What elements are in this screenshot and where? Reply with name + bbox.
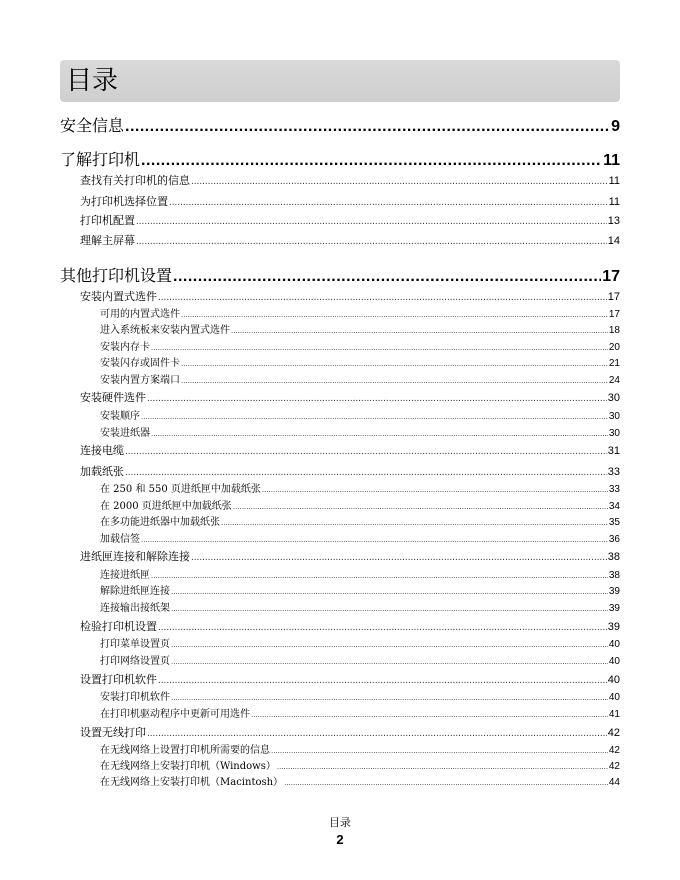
toc-entry-text: 安全信息 xyxy=(60,116,125,135)
toc-entry-page: 38 xyxy=(608,570,620,581)
dot-leader xyxy=(231,326,608,335)
toc-entry[interactable] xyxy=(100,705,620,718)
toc-entry[interactable] xyxy=(100,424,620,437)
dot-leader xyxy=(141,152,602,170)
toc-entry[interactable] xyxy=(80,618,620,632)
toc-entry[interactable] xyxy=(100,566,620,579)
toc-entry-text: 打印网络设置页 xyxy=(100,656,170,667)
toc-entry[interactable] xyxy=(80,442,620,456)
toc-entry-text: 在无线网络上设置打印机所需要的信息 xyxy=(100,745,270,756)
toc-entry-text: 设置打印机软件 xyxy=(80,673,157,686)
toc-entry-page: 40 xyxy=(608,639,620,650)
dot-leader xyxy=(171,657,608,666)
toc-entry[interactable] xyxy=(100,652,620,665)
toc-entry-text: 进入系统板来安装内置式选件 xyxy=(100,325,230,336)
toc-entry[interactable] xyxy=(100,635,620,648)
toc-entry-text: 加载纸张 xyxy=(80,465,124,478)
toc-entry-page: 21 xyxy=(608,358,620,369)
toc-entry-page: 17 xyxy=(607,291,620,303)
toc-entry-page: 17 xyxy=(602,268,620,285)
toc-entry-text: 安装闪存或固件卡 xyxy=(100,358,180,369)
toc-entry[interactable] xyxy=(100,338,620,351)
toc-entry[interactable] xyxy=(100,741,620,754)
toc-entry-text: 设置无线打印 xyxy=(80,726,146,739)
toc-entry-text: 解除进纸匣连接 xyxy=(100,586,170,597)
dot-leader xyxy=(181,310,608,319)
dot-leader xyxy=(171,604,608,613)
footer-section-label: 目录 xyxy=(329,816,351,829)
toc-entry[interactable] xyxy=(100,305,620,318)
toc-entry-page: 44 xyxy=(608,777,620,788)
toc-entry-page: 11 xyxy=(603,152,620,169)
toc-entry-page: 20 xyxy=(608,342,620,353)
toc-entry[interactable] xyxy=(80,463,620,477)
dot-leader xyxy=(284,778,608,787)
toc-entry-page: 14 xyxy=(607,235,620,247)
toc-entry-text: 安装内存卡 xyxy=(100,342,150,353)
toc-entry[interactable] xyxy=(80,671,620,685)
dot-leader xyxy=(147,393,607,404)
dot-leader xyxy=(262,485,608,494)
dot-leader xyxy=(191,552,607,563)
toc-entry-text: 加载信签 xyxy=(100,534,140,545)
toc-entry-page: 39 xyxy=(607,621,620,633)
toc-entry[interactable] xyxy=(100,513,620,526)
toc-entry-page: 42 xyxy=(608,761,620,772)
toc-entry[interactable] xyxy=(100,497,620,510)
footer-page-number: 2 xyxy=(336,832,344,847)
dot-leader xyxy=(169,197,608,208)
dot-leader xyxy=(181,376,608,385)
dot-leader xyxy=(141,535,608,544)
dot-leader xyxy=(173,268,601,286)
toc-entry-page: 33 xyxy=(608,484,620,495)
toc-entry-text: 安装硬件选件 xyxy=(80,391,146,404)
toc-entry[interactable] xyxy=(100,354,620,367)
toc-entry[interactable] xyxy=(80,193,620,207)
dot-leader xyxy=(158,675,607,686)
dot-leader xyxy=(151,343,608,352)
dot-leader xyxy=(125,446,607,457)
toc-entry[interactable] xyxy=(80,232,620,246)
dot-leader xyxy=(158,622,607,633)
toc-entry-page: 36 xyxy=(608,534,620,545)
toc-entry[interactable] xyxy=(100,321,620,334)
toc-entry-page: 39 xyxy=(608,603,620,614)
toc-entry-page: 30 xyxy=(608,428,620,439)
toc-entry-text: 连接输出接纸架 xyxy=(100,603,170,614)
toc-entry[interactable] xyxy=(80,212,620,226)
toc-entry-text: 安装进纸器 xyxy=(100,428,150,439)
toc-entry-text: 打印菜单设置页 xyxy=(100,639,170,650)
toc-entry-page: 33 xyxy=(607,466,620,478)
toc-entry-text: 安装内置方案端口 xyxy=(100,375,180,386)
toc-entry-page: 42 xyxy=(607,727,620,739)
toc-entry-page: 9 xyxy=(611,118,620,135)
dot-leader xyxy=(171,693,608,702)
toc-entry-page: 31 xyxy=(607,445,620,457)
toc-entry-text: 在无线网络上安装打印机（Macintosh） xyxy=(100,777,284,788)
toc-entry[interactable] xyxy=(80,389,620,403)
dot-leader xyxy=(233,502,608,511)
dot-leader xyxy=(136,216,607,227)
toc-entry-text: 可用的内置式选件 xyxy=(100,309,180,320)
toc-entry[interactable] xyxy=(80,548,620,562)
toc-entry-text: 打印机配置 xyxy=(80,214,135,227)
toc-entry-page: 39 xyxy=(608,586,620,597)
toc-entry[interactable] xyxy=(80,724,620,738)
dot-leader xyxy=(191,176,608,187)
dot-leader xyxy=(171,640,608,649)
toc-entry[interactable] xyxy=(100,582,620,595)
toc-entry-text: 在打印机驱动程序中更新可用选件 xyxy=(100,709,250,720)
dot-leader xyxy=(251,710,608,719)
toc-title-bar xyxy=(60,60,620,102)
toc-entry-text: 在多功能进纸器中加载纸张 xyxy=(100,517,220,528)
toc-entry-text: 进纸匣连接和解除连接 xyxy=(80,550,190,563)
toc-entry-page: 40 xyxy=(608,692,620,703)
toc-entry-page: 13 xyxy=(607,215,620,227)
toc-entry-other-setup[interactable] xyxy=(60,263,620,283)
dot-leader xyxy=(158,292,607,303)
toc-entry[interactable] xyxy=(100,757,620,770)
dot-leader xyxy=(271,746,608,755)
toc-entry-text: 连接电缆 xyxy=(80,444,124,457)
toc-entry-page: 42 xyxy=(608,745,620,756)
dot-leader xyxy=(125,118,610,136)
toc-entry[interactable] xyxy=(80,172,620,186)
dot-leader xyxy=(125,467,607,478)
toc-entry[interactable] xyxy=(100,688,620,701)
toc-entry-text: 安装内置式选件 xyxy=(80,290,157,303)
dot-leader xyxy=(147,728,607,739)
toc-entry-safety[interactable] xyxy=(60,113,620,133)
dot-leader xyxy=(151,429,608,438)
toc-entry-text: 在 2000 页进纸匣中加载纸张 xyxy=(100,501,232,512)
toc-entry-text: 查找有关打印机的信息 xyxy=(80,174,190,187)
toc-entry-text: 为打印机选择位置 xyxy=(80,195,168,208)
dot-leader xyxy=(151,571,608,580)
toc-entry-text: 其他打印机设置 xyxy=(60,266,173,285)
toc-entry-page: 30 xyxy=(607,392,620,404)
toc-entry-page: 11 xyxy=(608,196,620,208)
toc-entry[interactable] xyxy=(100,407,620,420)
toc-entry-text: 连接进纸匣 xyxy=(100,570,150,581)
dot-leader xyxy=(171,587,608,596)
toc-entry-page: 40 xyxy=(607,674,620,686)
toc-entry-page: 17 xyxy=(608,309,620,320)
toc-entry-learn-printer[interactable] xyxy=(60,147,620,167)
toc-entry-text: 安装顺序 xyxy=(100,411,140,422)
toc-entry-text: 检验打印机设置 xyxy=(80,620,157,633)
toc-entry-page: 38 xyxy=(607,551,620,563)
toc-entry-page: 24 xyxy=(608,375,620,386)
toc-entry-page: 41 xyxy=(608,709,620,720)
dot-leader xyxy=(141,412,608,421)
page-title: 目录 xyxy=(66,66,119,96)
toc-entry-page: 11 xyxy=(608,175,620,187)
toc-entry-page: 30 xyxy=(608,411,620,422)
dot-leader xyxy=(181,359,608,368)
toc-entry-text: 安装打印机软件 xyxy=(100,692,170,703)
toc-entry[interactable] xyxy=(100,773,620,786)
toc-entry-page: 18 xyxy=(608,325,620,336)
toc-entry[interactable] xyxy=(100,371,620,384)
toc-entry-text: 了解打印机 xyxy=(60,150,141,169)
toc-entry-text: 在 250 和 550 页进纸匣中加载纸张 xyxy=(100,484,261,495)
toc-entry-text: 理解主屏幕 xyxy=(80,234,135,247)
dot-leader xyxy=(221,518,608,527)
toc-entry[interactable] xyxy=(100,599,620,612)
toc-entry[interactable] xyxy=(80,288,620,302)
toc-entry[interactable] xyxy=(100,530,620,543)
toc-entry-page: 35 xyxy=(608,517,620,528)
dot-leader xyxy=(277,762,608,771)
toc-entry-text: 在无线网络上安装打印机（Windows） xyxy=(100,761,276,772)
dot-leader xyxy=(136,236,607,247)
toc-entry-page: 34 xyxy=(608,501,620,512)
toc-entry[interactable] xyxy=(100,480,620,493)
toc-entry-page: 40 xyxy=(608,656,620,667)
